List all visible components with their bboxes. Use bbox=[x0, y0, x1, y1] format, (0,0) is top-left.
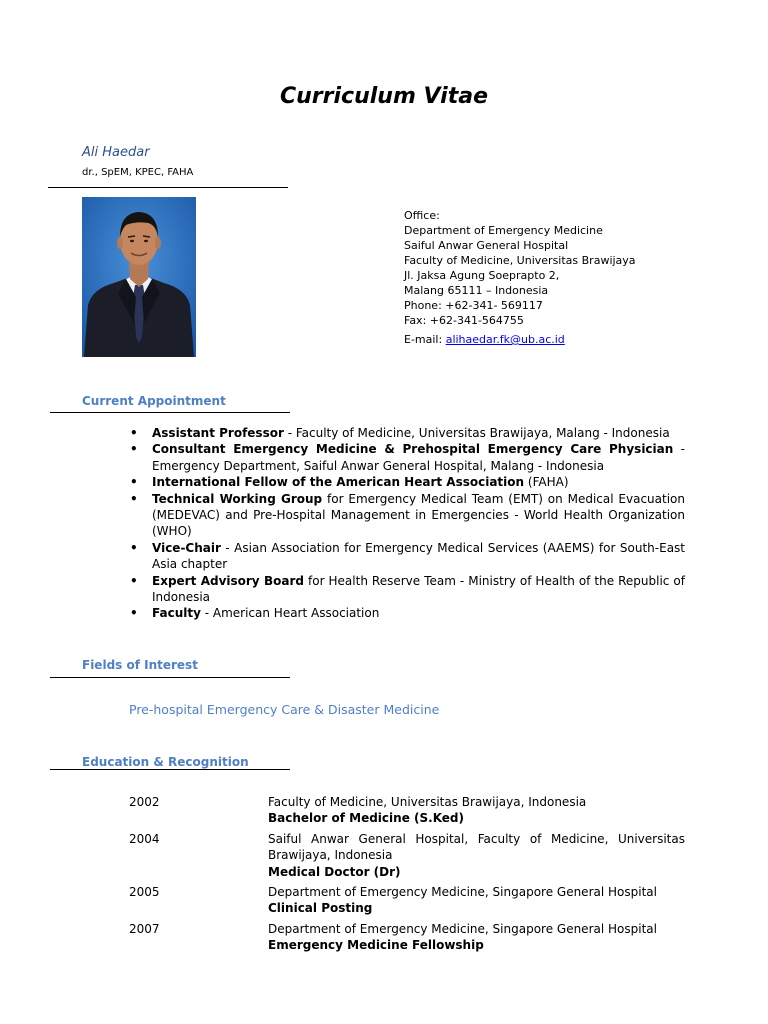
appointment-detail: - Emergency Department, Saiful Anwar General Hospital, Malang - Indonesia bbox=[152, 442, 685, 473]
section-heading-appointment: Current Appointment bbox=[82, 394, 226, 408]
portrait-image bbox=[82, 197, 196, 357]
appointment-detail: (FAHA) bbox=[524, 475, 569, 490]
field-of-interest: Pre-hospital Emergency Care & Disaster Medicine bbox=[129, 702, 440, 717]
list-item bbox=[130, 425, 685, 441]
list-item bbox=[130, 573, 685, 606]
email-link[interactable]: alihaedar.fk@ub.ac.id bbox=[445, 333, 565, 346]
education-divider bbox=[50, 769, 290, 770]
appointment-detail: for Emergency Medical Team (EMT) on Medical Evacuation (MEDEVAC) and Pre-Hospital Management in Emergencies - World Health Organization (WHO) bbox=[152, 491, 685, 539]
education-details bbox=[268, 794, 685, 827]
person-credentials: dr., SpEM, KPEC, FAHA bbox=[82, 167, 194, 178]
education-year: 2007 bbox=[129, 921, 160, 936]
appointment-list bbox=[130, 425, 685, 622]
email-label: E-mail: bbox=[404, 333, 446, 346]
header-divider bbox=[48, 187, 288, 188]
list-item bbox=[130, 441, 685, 474]
office-city: Malang 65111 – Indonesia bbox=[404, 284, 549, 297]
appointment-divider bbox=[50, 412, 290, 413]
office-faculty: Faculty of Medicine, Universitas Brawijaya bbox=[404, 254, 636, 267]
section-heading-education: Education & Recognition bbox=[82, 755, 249, 769]
table-row bbox=[129, 794, 685, 827]
table-row bbox=[129, 884, 685, 917]
education-year: 2005 bbox=[129, 885, 160, 900]
education-degree: Bachelor of Medicine (S.Ked) bbox=[268, 811, 464, 826]
office-fax: Fax: +62-341-564755 bbox=[404, 314, 524, 327]
education-degree: Medical Doctor (Dr) bbox=[268, 864, 401, 879]
office-phone: Phone: +62-341- 569117 bbox=[404, 299, 543, 312]
education-institution: Saiful Anwar General Hospital, Faculty of Medicine, Universitas Brawijaya, Indonesia bbox=[268, 831, 685, 863]
office-street: Jl. Jaksa Agung Soeprapto 2, bbox=[404, 269, 560, 282]
office-hospital: Saiful Anwar General Hospital bbox=[404, 239, 569, 252]
list-item bbox=[130, 474, 685, 490]
interest-divider bbox=[50, 677, 290, 678]
list-item bbox=[130, 540, 685, 573]
table-row bbox=[129, 831, 685, 880]
appointment-role: International Fellow of the American Heart Association bbox=[152, 475, 525, 490]
appointment-role: Faculty bbox=[152, 606, 201, 621]
education-details bbox=[268, 921, 685, 954]
list-item bbox=[130, 605, 685, 621]
education-table bbox=[129, 794, 685, 958]
education-details bbox=[268, 884, 685, 917]
education-year: 2002 bbox=[129, 795, 160, 809]
document-title: Curriculum Vitae bbox=[279, 84, 488, 109]
appointment-detail: for Health Reserve Team - Ministry of Health of the Republic of Indonesia bbox=[152, 573, 685, 605]
list-item bbox=[130, 491, 685, 540]
appointment-detail: - Faculty of Medicine, Universitas Brawijaya, Malang - Indonesia bbox=[283, 426, 670, 440]
office-label: Office: bbox=[404, 209, 440, 222]
table-row bbox=[129, 921, 685, 954]
appointment-role: Consultant Emergency Medicine & Prehospital Emergency Care Physician bbox=[152, 442, 674, 457]
education-degree: Clinical Posting bbox=[268, 901, 373, 916]
section-heading-interest: Fields of Interest bbox=[82, 658, 198, 672]
education-year: 2004 bbox=[129, 831, 160, 846]
appointment-role: Expert Advisory Board bbox=[152, 573, 304, 588]
education-institution: Department of Emergency Medicine, Singapore General Hospital bbox=[268, 885, 657, 900]
appointment-role: Assistant Professor bbox=[152, 426, 284, 440]
education-degree: Emergency Medicine Fellowship bbox=[268, 938, 484, 953]
appointment-detail: - American Heart Association bbox=[200, 606, 380, 621]
education-institution: Faculty of Medicine, Universitas Brawijaya, Indonesia bbox=[268, 795, 587, 809]
office-contact-block bbox=[404, 208, 636, 347]
appointment-role: Vice-Chair bbox=[152, 540, 221, 555]
profile-photo bbox=[82, 197, 196, 357]
education-details bbox=[268, 831, 685, 880]
education-institution: Department of Emergency Medicine, Singapore General Hospital bbox=[268, 921, 657, 936]
appointment-role: Technical Working Group bbox=[152, 491, 323, 506]
appointment-detail: - Asian Association for Emergency Medical Services (AAEMS) for South-East Asia chapter bbox=[152, 540, 685, 572]
person-name: Ali Haedar bbox=[82, 145, 150, 160]
office-email-line bbox=[404, 332, 636, 347]
office-department: Department of Emergency Medicine bbox=[404, 224, 603, 237]
